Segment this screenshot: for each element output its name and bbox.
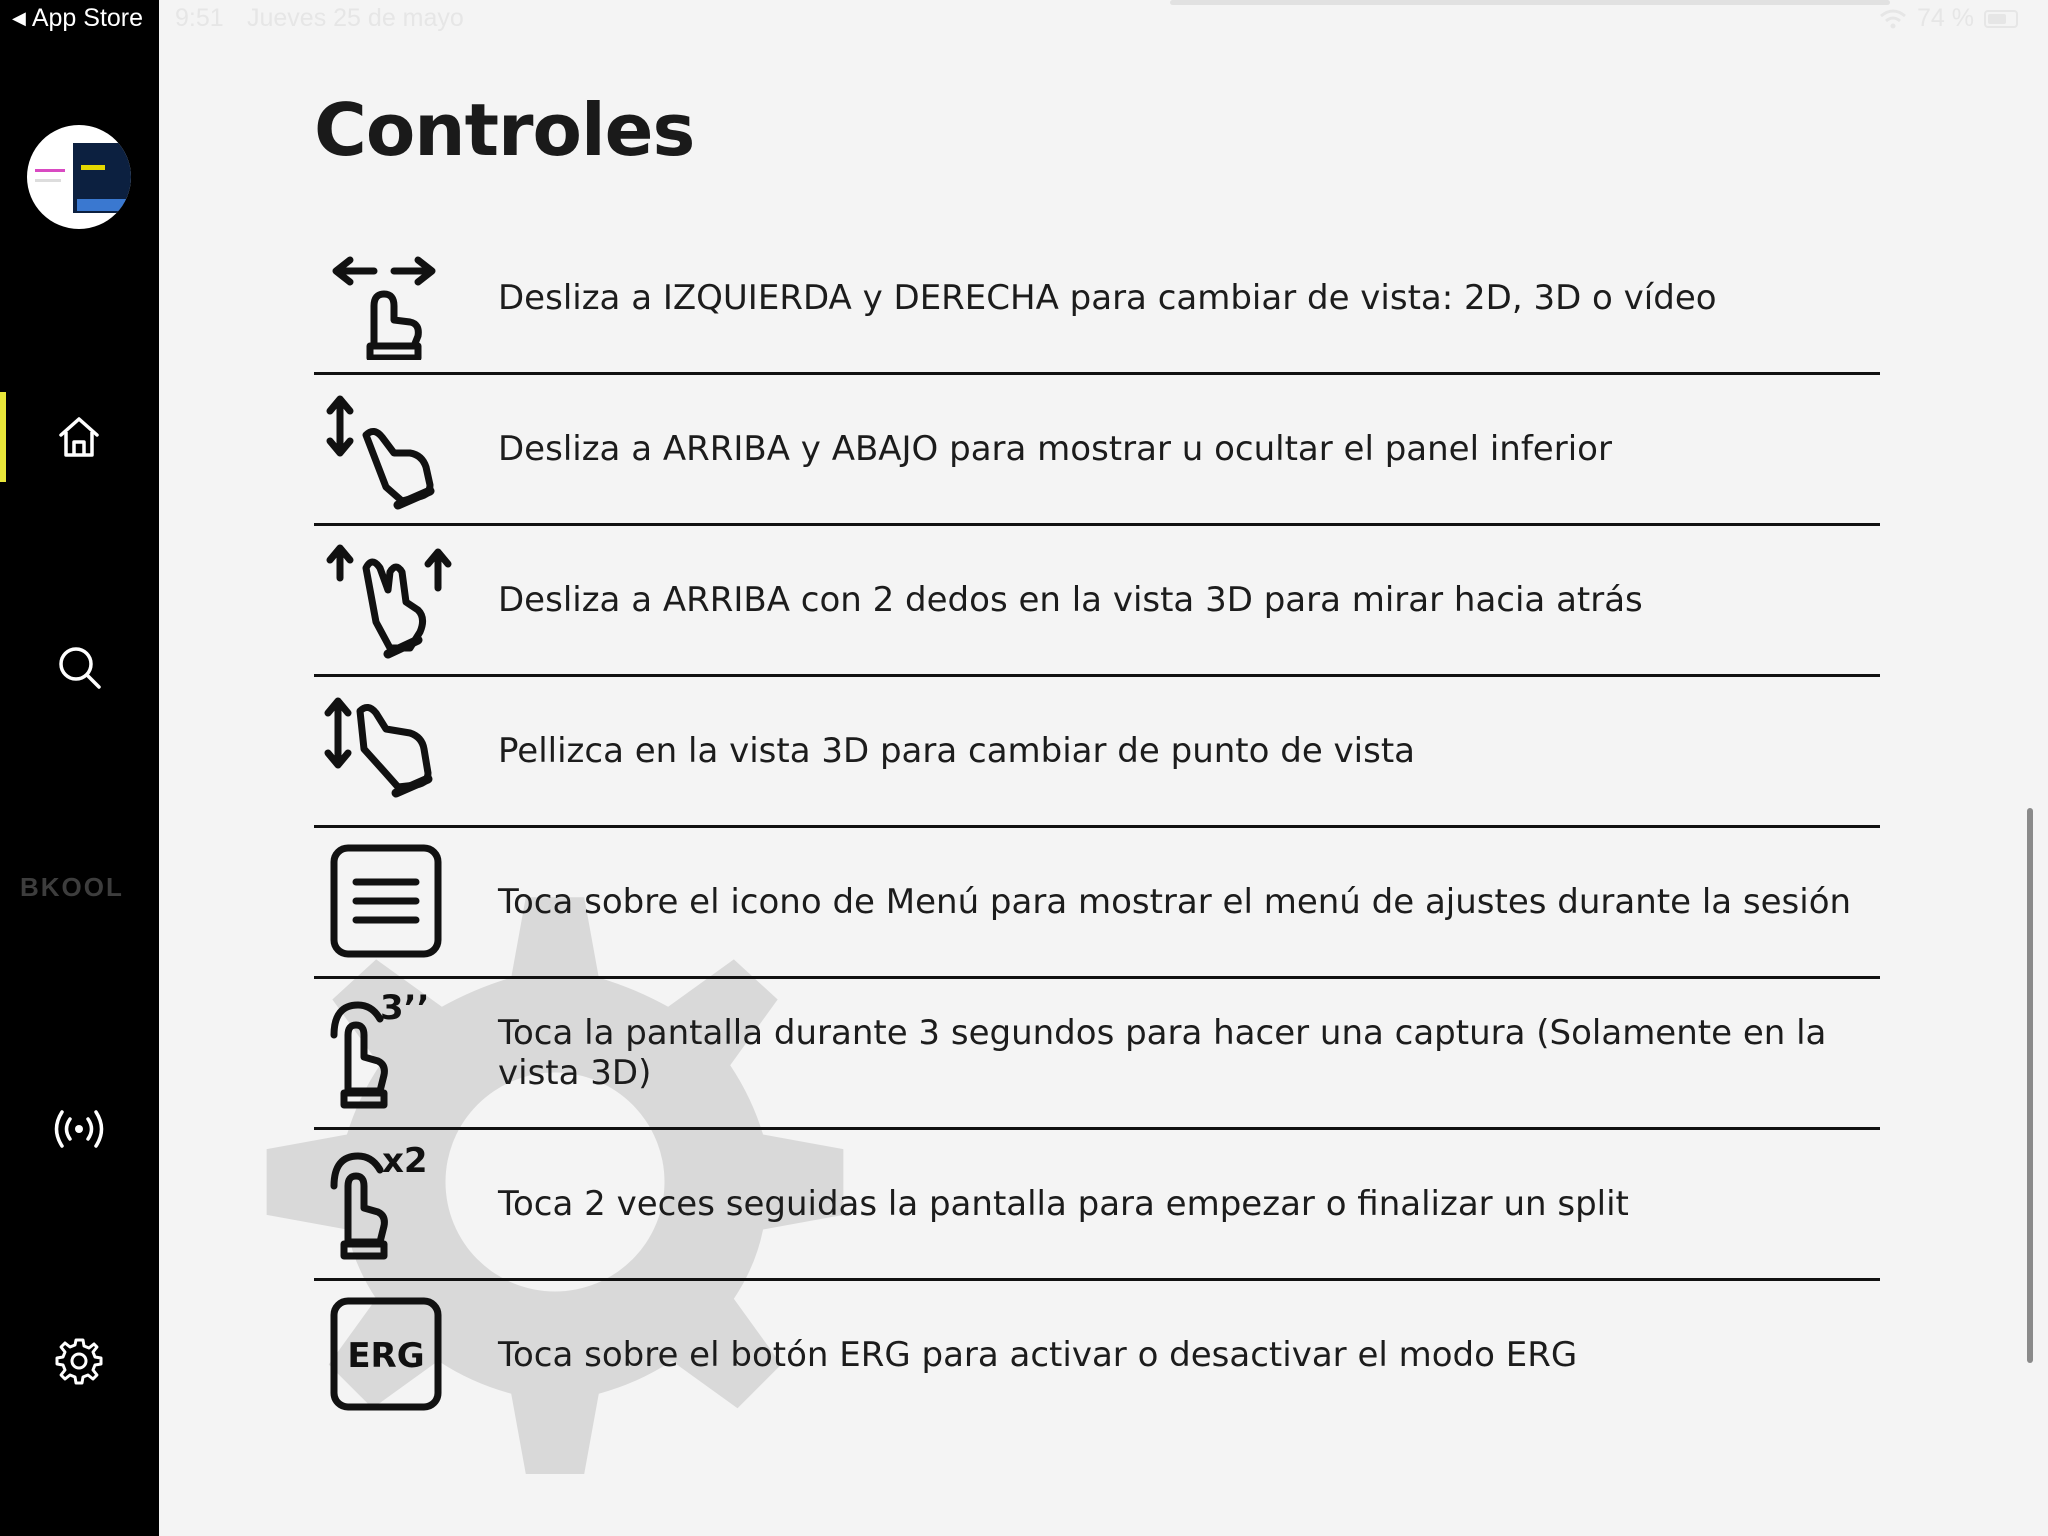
control-description: Toca sobre el icono de Menú para mostrar el menú de ajustes durante la sesión [498, 882, 1852, 922]
list-item [314, 526, 1880, 677]
two-finger-swipe-up-icon [314, 538, 454, 662]
broadcast-icon[interactable] [52, 1105, 106, 1153]
erg-label: ERG [347, 1336, 425, 1376]
scrollbar[interactable] [2027, 808, 2033, 1363]
status-back-link[interactable]: ◀ App Store [12, 4, 144, 32]
double-tap-label: x2 [382, 1142, 428, 1181]
double-tap-icon [314, 1142, 454, 1266]
pinch-icon [314, 689, 454, 813]
control-description: Desliza a IZQUIERDA y DERECHA para cambiar de vista: 2D, 3D o vídeo [498, 278, 1717, 318]
list-item [314, 828, 1880, 979]
status-indicators [1879, 4, 2018, 33]
avatar[interactable] [27, 125, 131, 229]
control-description: Desliza a ARRIBA y ABAJO para mostrar u ocultar el panel inferior [498, 429, 1612, 469]
control-description: Toca 2 veces seguidas la pantalla para empezar o finalizar un split [498, 1184, 1629, 1224]
home-icon[interactable] [55, 413, 103, 461]
swipe-vertical-icon [314, 387, 454, 511]
swipe-horizontal-icon [314, 236, 454, 360]
control-description: Desliza a ARRIBA con 2 dedos en la vista 3D para mirar hacia atrás [498, 580, 1643, 620]
controls-list [314, 224, 1880, 1429]
status-time: 9:51 [175, 4, 224, 32]
menu-icon [314, 840, 454, 964]
battery-percent: 74 % [1917, 4, 1974, 32]
gear-icon[interactable] [55, 1337, 103, 1385]
list-item [314, 979, 1880, 1130]
long-press-label: 3’’ [380, 991, 430, 1028]
control-description: Toca la pantalla durante 3 segundos para hacer una captura (Solamente en la vista 3D) [498, 1013, 1827, 1093]
status-date: Jueves 25 de mayo [247, 4, 464, 32]
list-item [314, 677, 1880, 828]
control-description: Toca sobre el botón ERG para activar o desactivar el modo ERG [498, 1335, 1578, 1375]
erg-button-icon [314, 1293, 454, 1417]
battery-icon [1984, 10, 2018, 28]
multitask-handle[interactable] [1170, 0, 1890, 5]
list-item [314, 224, 1880, 375]
list-item [314, 1130, 1880, 1281]
long-press-icon [314, 991, 454, 1115]
active-nav-indicator [0, 392, 6, 482]
control-description: Pellizca en la vista 3D para cambiar de punto de vista [498, 731, 1415, 771]
list-item [314, 1281, 1880, 1429]
bkool-logo: BKOOL [20, 872, 124, 902]
search-icon[interactable] [55, 643, 103, 691]
list-item [314, 375, 1880, 526]
page-title: Controles [314, 88, 695, 172]
wifi-icon [1879, 9, 1907, 29]
sidebar [0, 0, 159, 1536]
